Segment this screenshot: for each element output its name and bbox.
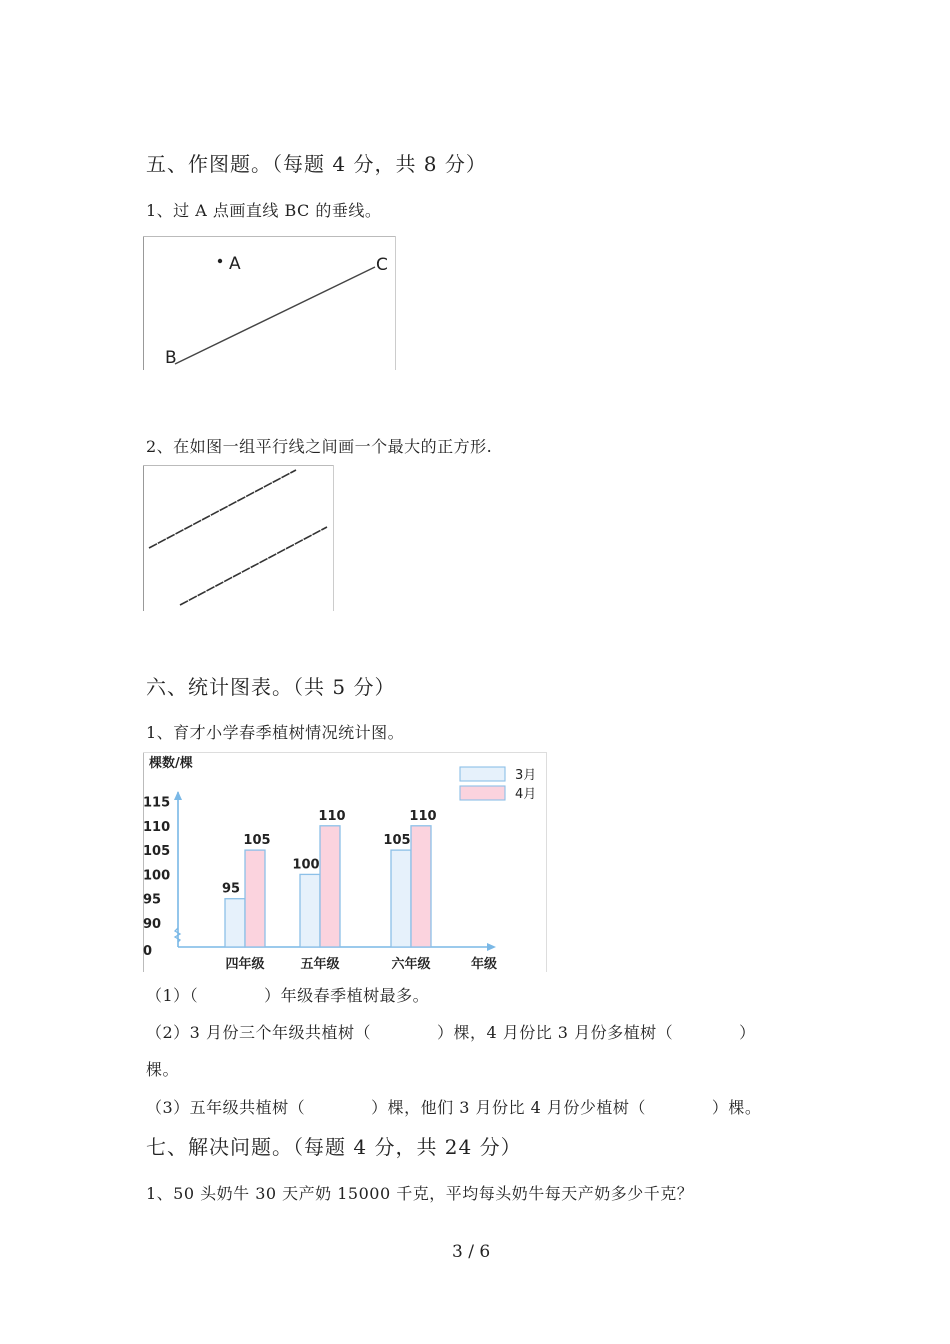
parallel-line-2 [180,527,327,605]
legend-swatch [460,786,505,800]
figure-parallel-lines [143,465,335,611]
y-tick-label: 0 [143,944,153,959]
point-a [218,259,222,263]
bar-value-label: 105 [383,833,411,849]
x-tick-label: 六年级 [391,957,431,972]
question-6-1-3: （3）五年级共植树（ ）棵，他们 3 月份比 4 月份少植树（ ）棵。 [146,1098,762,1117]
bar-value-label: 110 [318,808,346,824]
y-tick-label: 90 [143,917,162,932]
y-tick-label: 95 [143,892,162,908]
bar [300,874,320,947]
x-tick-label: 五年级 [300,957,340,972]
bar-value-label: 100 [292,857,320,873]
bar [411,826,431,947]
label-a: A [229,254,241,274]
question-6-1-2-cont: 棵。 [146,1060,180,1079]
y-axis-title: 棵数/棵 [149,756,193,771]
y-tick-label: 105 [143,844,171,860]
legend-label: 4月 [515,787,537,802]
bar [391,850,411,947]
parallel-line-1 [149,470,296,548]
question-6-1-1: （1）（ ）年级春季植树最多。 [146,986,430,1005]
bar-value-label: 105 [243,833,271,849]
section-7-title: 七、解决问题。（每题 4 分，共 24 分） [146,1135,522,1159]
bar [225,899,245,947]
legend-swatch [460,767,505,781]
page-number: 3 / 6 [452,1242,491,1262]
bar-chart [143,752,547,972]
section-6-title: 六、统计图表。（共 5 分） [146,675,396,699]
bar [245,850,265,947]
question-5-1: 1、过 A 点画直线 BC 的垂线。 [146,201,382,220]
question-6-1-2: （2）3 月份三个年级共植树（ ）棵，4 月份比 3 月份多植树（ ） [146,1023,756,1042]
x-axis-title: 年级 [471,957,498,972]
y-tick-label: 115 [143,795,171,811]
question-6-1: 1、育才小学春季植树情况统计图。 [146,723,405,742]
y-tick-label: 100 [143,868,171,884]
label-b: B [165,348,177,368]
bar-value-label: 110 [409,808,437,824]
legend-label: 3月 [515,768,537,783]
question-7-1: 1、50 头奶牛 30 天产奶 15000 千克，平均每头奶牛每天产奶多少千克？ [146,1184,694,1203]
bar [320,826,340,947]
bar-value-label: 95 [221,881,241,897]
x-tick-label: 四年级 [225,957,265,972]
label-c: C [376,255,388,275]
line-bc [175,267,375,364]
y-tick-label: 110 [143,819,171,835]
question-5-2: 2、在如图一组平行线之间画一个最大的正方形. [146,437,493,456]
section-5-title: 五、作图题。（每题 4 分，共 8 分） [146,152,487,176]
figure-point-line [143,236,397,370]
